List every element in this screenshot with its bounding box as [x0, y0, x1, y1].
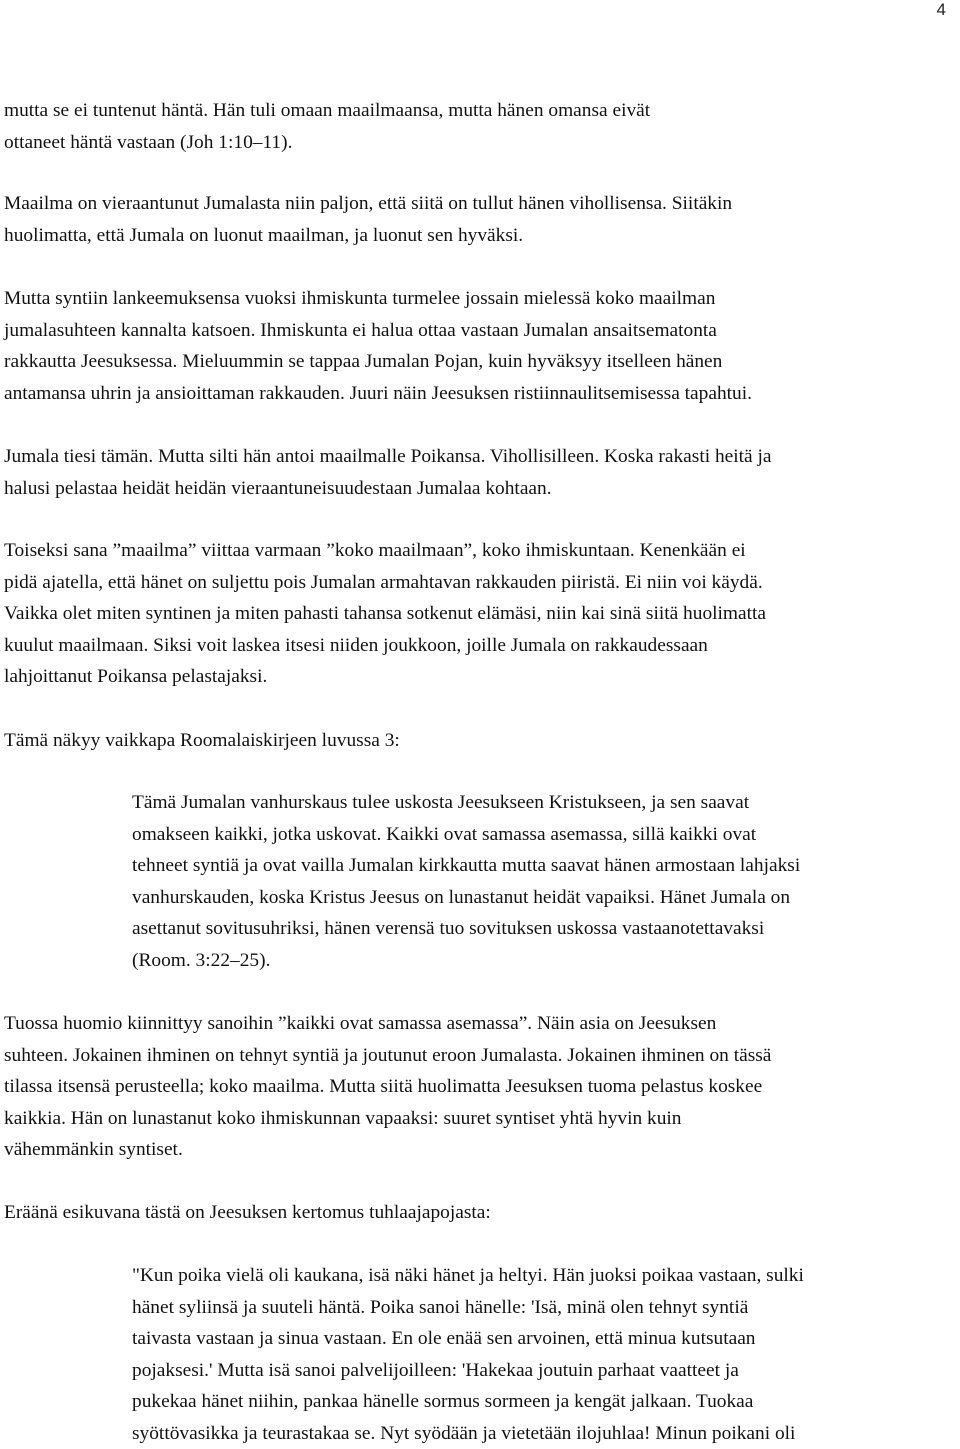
paragraph-5: [4, 725, 954, 757]
paragraph-3: [4, 441, 954, 504]
quote-line: taivasta vastaan ja sinua vastaan. En ole enää sen arvoinen, että minua kutsutaan: [132, 1323, 958, 1355]
quote-line: Tämä Jumalan vanhurskaus tulee uskosta Jeesukseen Kristukseen, ja sen saavat: [132, 787, 958, 819]
text-line: lahjoittanut Poikansa pelastajaksi.: [4, 661, 954, 693]
quote-line: (Room. 3:22–25).: [132, 945, 958, 977]
text-line: mutta se ei tuntenut häntä. Hän tuli omaan maailmaansa, mutta hänen omansa eivät: [4, 95, 954, 127]
paragraph-7: [4, 1197, 954, 1229]
text-line: Vaikka olet miten syntinen ja miten pahasti tahansa sotkenut elämäsi, niin kai sinä siitä huolimatta: [4, 598, 954, 630]
text-line: ottaneet häntä vastaan (Joh 1:10–11).: [4, 127, 954, 159]
text-line: kuulut maailmaan. Siksi voit laskea itsesi niiden joukkoon, joille Jumala on rakkaudessaan: [4, 630, 954, 662]
paragraph-0: [4, 95, 954, 158]
paragraph-4: [4, 535, 954, 693]
quote-line: vanhurskauden, koska Kristus Jeesus on lunastanut heidät vapaiksi. Hänet Jumala on: [132, 882, 958, 914]
quote-line: syöttövasikka ja teurastakaa se. Nyt syödään ja vietetään ilojuhlaa! Minun poikani oli: [132, 1418, 958, 1449]
text-line: Eräänä esikuvana tästä on Jeesuksen kertomus tuhlaajapojasta:: [4, 1197, 954, 1229]
text-line: jumalasuhteen kannalta katsoen. Ihmiskunta ei halua ottaa vastaan Jumalan ansaitsematonta: [4, 315, 954, 347]
text-line: rakkautta Jeesuksessa. Mieluummin se tappaa Jumalan Pojan, kuin hyväksyy itselleen hänen: [4, 346, 954, 378]
paragraph-1: [4, 188, 954, 251]
text-line: pidä ajatella, että hänet on suljettu pois Jumalan armahtavan rakkauden piiristä. Ei niin voi käydä.: [4, 567, 954, 599]
block-quote-prodigal-son: [132, 1260, 958, 1449]
text-line: huolimatta, että Jumala on luonut maailman, ja luonut sen hyväksi.: [4, 220, 954, 252]
text-line: Mutta syntiin lankeemuksensa vuoksi ihmiskunta turmelee jossain mielessä koko maailman: [4, 283, 954, 315]
paragraph-2: [4, 283, 954, 409]
block-quote-romans: [132, 787, 958, 976]
text-line: Toiseksi sana ”maailma” viittaa varmaan ”koko maailmaan”, koko ihmiskuntaan. Kenenkään ei: [4, 535, 954, 567]
quote-line: tehneet syntiä ja ovat vailla Jumalan kirkkautta mutta saavat hänen armostaan lahjaksi: [132, 850, 958, 882]
text-line: tilassa itsensä perusteella; koko maailma. Mutta siitä huolimatta Jeesuksen tuoma pelastus koskee: [4, 1071, 954, 1103]
text-line: Jumala tiesi tämän. Mutta silti hän antoi maailmalle Poikansa. Vihollisilleen. Koska rakasti heitä ja: [4, 441, 954, 473]
quote-line: "Kun poika vielä oli kaukana, isä näki hänet ja heltyi. Hän juoksi poikaa vastaan, sulki: [132, 1260, 958, 1292]
text-line: antamansa uhrin ja ansioittaman rakkauden. Juuri näin Jeesuksen ristiinnaulitsemisessa tapahtui.: [4, 378, 954, 410]
text-line: Maailma on vieraantunut Jumalasta niin paljon, että siitä on tullut hänen vihollisensa. Siitäkin: [4, 188, 954, 220]
text-line: kaikkia. Hän on lunastanut koko ihmiskunnan vapaaksi: suuret syntiset yhtä hyvin kuin: [4, 1103, 954, 1135]
text-line: halusi pelastaa heidät heidän vieraantuneisuudestaan Jumalaa kohtaan.: [4, 473, 954, 505]
text-line: Tuossa huomio kiinnittyy sanoihin ”kaikki ovat samassa asemassa”. Näin asia on Jeesuksen: [4, 1008, 954, 1040]
text-line: vähemmänkin syntiset.: [4, 1134, 954, 1166]
text-line: Tämä näkyy vaikkapa Roomalaiskirjeen luvussa 3:: [4, 725, 954, 757]
quote-line: hänet syliinsä ja suuteli häntä. Poika sanoi hänelle: 'Isä, minä olen tehnyt syntiä: [132, 1292, 958, 1324]
quote-line: pukekaa hänet niihin, pankaa hänelle sormus sormeen ja kengät jalkaan. Tuokaa: [132, 1386, 958, 1418]
quote-line: pojaksesi.' Mutta isä sanoi palvelijoilleen: 'Hakekaa joutuin parhaat vaatteet ja: [132, 1355, 958, 1387]
quote-line: omakseen kaikki, jotka uskovat. Kaikki ovat samassa asemassa, sillä kaikki ovat: [132, 819, 958, 851]
quote-line: asettanut sovitusuhriksi, hänen verensä tuo sovituksen uskossa vastaanotettavaksi: [132, 913, 958, 945]
page-number: 4: [937, 0, 946, 20]
text-line: suhteen. Jokainen ihminen on tehnyt syntiä ja joutunut eroon Jumalasta. Jokainen ihminen on tässä: [4, 1040, 954, 1072]
paragraph-6: [4, 1008, 954, 1166]
